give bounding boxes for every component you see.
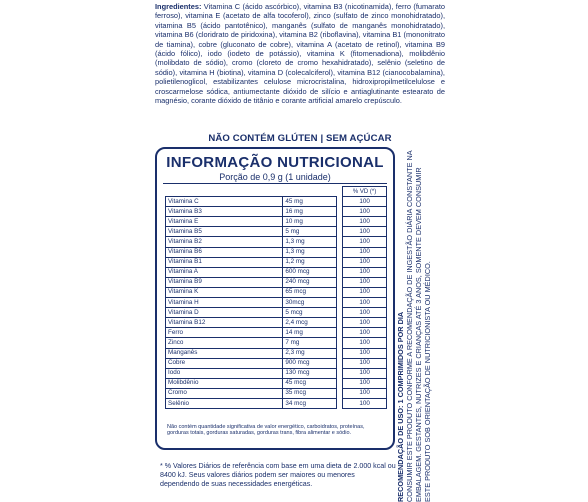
nutrient-vd: 100 (343, 398, 387, 408)
nutrient-vd: 100 (343, 308, 387, 318)
nutrient-name: Vitamina B5 (166, 227, 283, 237)
nutrient-vd: 100 (343, 227, 387, 237)
nutrient-vd: 100 (343, 207, 387, 217)
nutrient-amount: 14 mg (283, 328, 336, 338)
table-row (166, 277, 387, 287)
nutrient-amount: 2,3 mg (283, 348, 336, 358)
table-header-row (166, 187, 387, 197)
nutrient-vd: 100 (343, 298, 387, 308)
allergen-statement: NÃO CONTÉM GLÚTEN | SEM AÇÚCAR (208, 133, 392, 144)
table-row (166, 338, 387, 348)
table-row (166, 318, 387, 328)
nutrient-vd: 100 (343, 247, 387, 257)
nutrient-vd: 100 (343, 217, 387, 227)
nutrient-name: Vitamina C (166, 197, 283, 207)
nutrient-amount: 65 mcg (283, 287, 336, 297)
nutrient-amount: 10 mg (283, 217, 336, 227)
nutrient-amount: 45 mg (283, 197, 336, 207)
panel-footnote: Não contém quantidade significativa de valor energético, carboidratos, proteínas, gorduras totais, gorduras saturadas, gorduras trans, fibra alimentar e sódio. (167, 424, 365, 437)
nutrient-amount: 1,3 mg (283, 237, 336, 247)
table-row (166, 237, 387, 247)
nutrient-vd: 100 (343, 267, 387, 277)
nutrient-vd: 100 (343, 338, 387, 348)
table-row (166, 267, 387, 277)
serving-size: Porção de 0,9 g (1 unidade) (219, 172, 331, 182)
nutrient-name: Molibdênio (166, 378, 283, 388)
usage-recommendation-box (396, 147, 444, 502)
ingredients-paragraph (155, 2, 445, 105)
nutrient-name: Vitamina H (166, 298, 283, 308)
nutrient-amount: 16 mg (283, 207, 336, 217)
nutrient-name: Vitamina B12 (166, 318, 283, 328)
nutrient-name: Vitamina B1 (166, 257, 283, 267)
nutrient-amount: 34 mcg (283, 398, 336, 408)
nutrient-amount: 2,4 mcg (283, 318, 336, 328)
nutrient-name: Vitamina K (166, 287, 283, 297)
nutrient-name: Vitamina B9 (166, 277, 283, 287)
table-row (166, 257, 387, 267)
table-row (166, 388, 387, 398)
table-row (166, 358, 387, 368)
nutrient-name: Vitamina B3 (166, 207, 283, 217)
nutrient-amount: 600 mcg (283, 267, 336, 277)
nutrient-amount: 5 mg (283, 227, 336, 237)
nutrient-name: Zinco (166, 338, 283, 348)
nutrition-table-body (166, 197, 387, 409)
nutrient-name: Selênio (166, 398, 283, 408)
nutrient-vd: 100 (343, 378, 387, 388)
table-row (166, 298, 387, 308)
ingredients-label: Ingredientes: (155, 2, 202, 11)
table-row (166, 247, 387, 257)
nutrient-amount: 35 mcg (283, 388, 336, 398)
table-row (166, 227, 387, 237)
nutrient-amount: 30mcg (283, 298, 336, 308)
nutrient-vd: 100 (343, 348, 387, 358)
panel-title: INFORMAÇÃO NUTRICIONAL (166, 154, 384, 171)
usage-recommendation (396, 147, 444, 502)
nutrient-amount: 45 mcg (283, 378, 336, 388)
nutrient-amount: 1,2 mg (283, 257, 336, 267)
nutrient-vd: 100 (343, 358, 387, 368)
nutrient-vd: 100 (343, 277, 387, 287)
nutrition-facts-panel (155, 147, 395, 450)
title-divider (163, 183, 387, 184)
table-row (166, 348, 387, 358)
nutrient-amount: 7 mg (283, 338, 336, 348)
nutrient-vd: 100 (343, 388, 387, 398)
nutrient-name: Iodo (166, 368, 283, 378)
table-row (166, 308, 387, 318)
nutrient-name: Vitamina B2 (166, 237, 283, 247)
nutrient-name: Ferro (166, 328, 283, 338)
vd-column-header: % VD (*) (343, 187, 387, 197)
nutrient-vd: 100 (343, 257, 387, 267)
nutrient-vd: 100 (343, 368, 387, 378)
nutrient-amount: 900 mcg (283, 358, 336, 368)
nutrient-vd: 100 (343, 287, 387, 297)
nutrient-vd: 100 (343, 237, 387, 247)
table-row (166, 207, 387, 217)
nutrient-amount: 5 mcg (283, 308, 336, 318)
nutrient-vd: 100 (343, 197, 387, 207)
table-row (166, 328, 387, 338)
table-row (166, 368, 387, 378)
nutrition-table (165, 186, 387, 409)
table-row (166, 287, 387, 297)
usage-recommendation-label: RECOMENDAÇÃO DE USO: 1 COMPRIMIDOS POR DIA (396, 311, 405, 502)
nutrient-name: Vitamina D (166, 308, 283, 318)
nutrient-name: Cromo (166, 388, 283, 398)
nutrient-name: Manganês (166, 348, 283, 358)
nutrient-name: Vitamina B6 (166, 247, 283, 257)
nutrient-amount: 1,3 mg (283, 247, 336, 257)
nutrient-name: Vitamina E (166, 217, 283, 227)
nutrient-name: Vitamina A (166, 267, 283, 277)
nutrient-vd: 100 (343, 318, 387, 328)
nutrient-amount: 240 mcg (283, 277, 336, 287)
daily-value-reference-note: * % Valores Diários de referência com base em uma dieta de 2.000 kcal ou 8400 kJ. Seus valores diários podem ser maiores ou menores dependendo de suas necessidades energéticas. (160, 462, 396, 488)
table-row (166, 378, 387, 388)
usage-recommendation-body: CONSUMIR ESTE PRODUTO CONFORME A RECOMENDAÇÃO DE INGESTÃO DIÁRIA CONSTANTE NA EMBALAGEM. GESTANTES, NUTRIZES E CRIANÇAS ATÉ 3 ANOS, SOMENTE DEVEM CONSUMIR ESTE PRODUTO SOB ORIENTAÇÃO DE NUTRICIONISTA OU MÉDICO. (405, 150, 432, 502)
table-row (166, 197, 387, 207)
nutrient-amount: 130 mcg (283, 368, 336, 378)
nutrient-vd: 100 (343, 328, 387, 338)
table-row (166, 398, 387, 408)
nutrient-name: Cobre (166, 358, 283, 368)
ingredients-text: Vitamina C (ácido ascórbico), vitamina B3 (nicotinamida), ferro (fumarato ferroso), vitamina E (acetato de alfa tocoferol), zinco (sulfato de zinco monohidratado), vitamina B5 (ácido pantotênico), manganês (sulfato de manganês monohidratado), vitamina B6 (cloridrato de piridoxina), vitamina B2 (riboflavina), vitamina B1 (mononitrato de tiamina), cobre (gluconato de cobre), vitamina A (acetato de retinol), vitamina B9 (ácido fólico), iodo (iodeto de potássio), vitamina K (fitomenadiona), molibdênio (molibdato de sódio), cromo (cloreto de cromo hexahidratado), selênio (seletino de sódio), vitamina H (biotina), vitamina D (colecalciferol), vitamina B12 (cianocobalamina), polietilenoglicol, estabilizantes celulose microcristalina, hidroxipropilmetilcelulose e croscarmelose sódica, antiumectante dióxido de silício e antiaglutinante estearato de magnésio, corante dióxido de titânio e corante artificial amarelo crepúsculo. (155, 2, 445, 106)
table-row (166, 217, 387, 227)
